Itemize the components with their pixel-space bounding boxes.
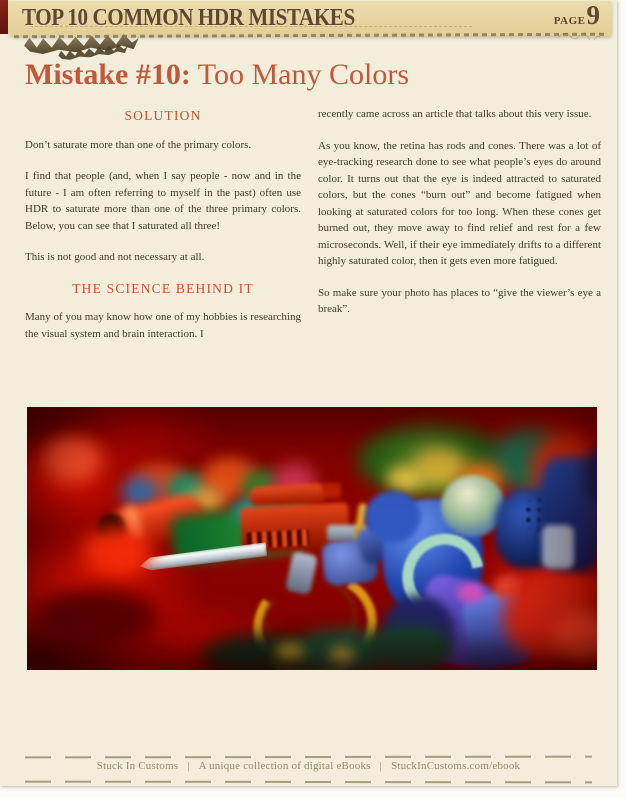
paragraph: Don’t saturate more than one of the primary colors. [25,138,252,151]
article-body [25,106,601,357]
column-right [318,106,601,357]
photo-blob [367,625,452,670]
footer-rule-top [25,756,592,759]
footer-link[interactable]: StuckInCustoms.com/ebook [391,760,521,772]
photo-blob [82,527,152,579]
article-title-rest: Too Many Colors [190,58,410,91]
footer-brand: Stuck In Customs [96,760,179,772]
hdr-photo [27,407,597,670]
column-left [25,106,301,357]
photo-blob [275,643,305,661]
page-number: 9 [586,0,600,30]
header-banner [8,0,612,36]
solution-heading: SOLUTION [124,108,202,123]
pencil-scribble-icon [556,28,602,44]
page-indicator [554,2,600,29]
footer-separator: | [379,760,383,772]
photo-blob [457,583,485,603]
paragraph: As you know, the retina has rods and cones. There was a lot of eye-tracking research done to see what people’s eyes do around color. It turns out that the eye is indeed attracted to saturated colors, but the cones “burn out” and become fatigued when looking at saturated colors for too long. When these cones get burned out, they move away to find relief and rest for a few microseconds. Well, if their eye immediately drifts to a different highly saturated color, then it gets even more fatigued. [318,139,601,267]
photo-blob [323,483,341,498]
footer-separator: | [187,760,190,772]
paragraph: So make sure your photo has places to “give the viewer’s eye a break”. [318,286,601,315]
spine-accent [0,0,8,34]
footer [0,760,617,772]
photo-blob [365,491,421,543]
photo-blob [37,587,157,647]
science-heading: THE SCIENCE BEHIND IT [72,280,254,296]
paragraph: This is not good and not necessary at all. [25,251,205,263]
footer-rule-bottom [25,781,592,784]
article-title-emphasis: Mistake #10: [25,58,191,91]
article-title [25,58,409,92]
photo-blob [542,525,574,569]
paragraph: I find that people (and, when I say people - now and in the future - I am often referring to myself in the past) often use HDR to saturate more than one of the three primary colors. Below, you can see that I saturated all three! [25,170,301,232]
photo-blob [387,465,425,491]
photo-blob [329,647,355,663]
paragraph: Many of you may know how one of my hobbies is researching the visual system and brain interaction. I [25,311,301,340]
page-label: PAGE [553,15,586,27]
photo-blob [42,435,102,483]
header-title: TOP 10 COMMON HDR MISTAKES [22,4,355,31]
paragraph: recently came across an article that talks about this very issue. [318,108,592,120]
footer-tagline: A unique collection of digital eBooks [198,760,371,772]
